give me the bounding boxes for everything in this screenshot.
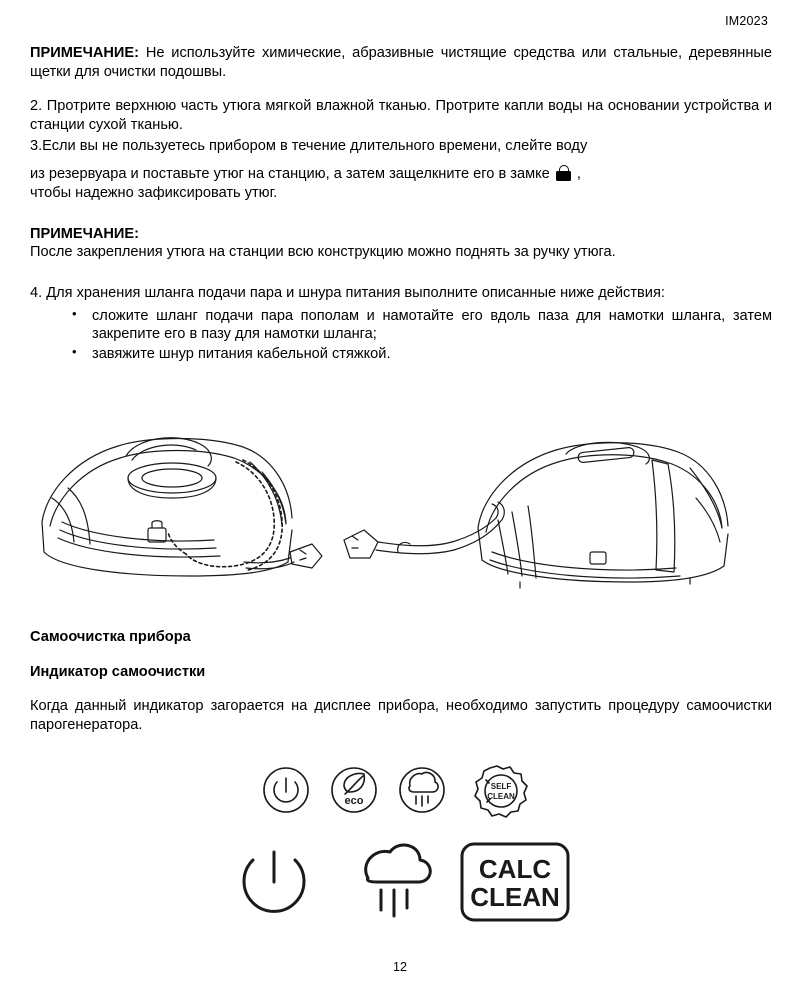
list-item: • завяжите шнур питания кабельной стяжкой. bbox=[92, 345, 772, 364]
display-indicator-row-small bbox=[0, 752, 800, 834]
note-paragraph-1 bbox=[30, 44, 772, 81]
step-4-paragraph: 4. Для хранения шланга подачи пара и шнура питания выполните описанные ниже действия: bbox=[30, 285, 665, 302]
steam-cloud-icon bbox=[400, 768, 444, 812]
step-3-text-a: из резервуара и поставьте утюг на станцию, а затем защелкните его в замке bbox=[30, 166, 550, 183]
step-3-line-3: чтобы надежно зафиксировать утюг. bbox=[30, 185, 278, 202]
illustration-svg bbox=[0, 402, 800, 602]
section-body: Когда данный индикатор загорается на дисплее прибора, необходимо запустить процедуру самоочистки парогенератора. bbox=[30, 698, 772, 734]
svg-text:eco: eco bbox=[344, 795, 364, 807]
self-clean-section bbox=[30, 628, 772, 735]
step-3-line-1: 3.Если вы не пользуетесь прибором в течение длительного времени, слейте воду bbox=[30, 137, 588, 154]
power-icon bbox=[264, 768, 308, 812]
section-title: Самоочистка прибора bbox=[30, 629, 191, 645]
steam-cloud-icon bbox=[366, 845, 431, 916]
step-3-line-2 bbox=[30, 165, 772, 184]
svg-text:CLEAN: CLEAN bbox=[487, 792, 515, 801]
note-text-2: После закрепления утюга на станции всю конструкцию можно поднять за ручку утюга. bbox=[30, 244, 616, 261]
self-clean-icon bbox=[475, 766, 527, 817]
note-label-2: ПРИМЕЧАНИЕ: bbox=[30, 225, 140, 242]
steam-station-left bbox=[42, 438, 322, 576]
note-label-1: ПРИМЕЧАНИЕ: bbox=[30, 45, 140, 61]
document-code: IM2023 bbox=[725, 14, 768, 28]
step-4-bullet-list bbox=[30, 307, 772, 364]
power-icon bbox=[244, 852, 304, 911]
svg-text:CLEAN: CLEAN bbox=[470, 882, 560, 912]
step-3-text-b: , bbox=[576, 166, 581, 183]
svg-text:CALC: CALC bbox=[478, 854, 552, 884]
section-subtitle: Индикатор самоочистки bbox=[30, 663, 206, 680]
document-body bbox=[30, 44, 772, 365]
product-illustration bbox=[0, 402, 800, 602]
lock-icon bbox=[556, 165, 571, 181]
note-text-1: Не используйте химические, абразивные чистящие средства или стальные, деревянные щетки для очистки подошвы. bbox=[30, 45, 772, 80]
step-2-paragraph: 2. Протрите верхнюю часть утюга мягкой влажной тканью. Протрите капли воды на основании устройства и станции сухой тканью. bbox=[30, 98, 772, 134]
svg-text:SELF: SELF bbox=[490, 782, 512, 791]
steam-station-right bbox=[478, 442, 728, 588]
list-item: • сложите шланг подачи пара пополам и намотайте его вдоль паза для намотки шланга, затем закрепите его в пазу для намотки шланга; bbox=[92, 307, 772, 344]
page-number: 12 bbox=[393, 960, 407, 974]
eco-icon bbox=[332, 768, 376, 812]
display-indicator-row-large bbox=[0, 834, 800, 934]
calc-clean-icon bbox=[462, 844, 568, 920]
